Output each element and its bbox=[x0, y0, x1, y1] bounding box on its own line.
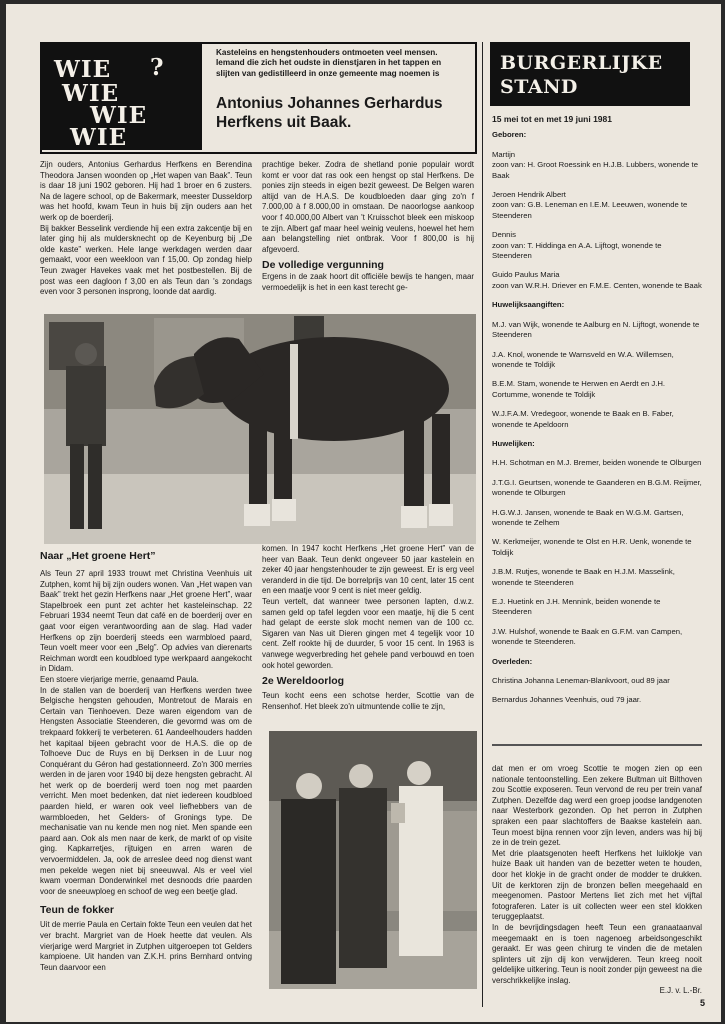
article-column-2-top bbox=[262, 160, 474, 294]
horse-photo-image bbox=[44, 314, 476, 544]
logo-word: WIE bbox=[70, 124, 128, 151]
subheading: 2e Wereldoorlog bbox=[262, 675, 345, 688]
register-heading: Huwelijken: bbox=[492, 438, 535, 448]
register-entry: J.T.G.I. Geurtsen, wonende te Gaanderen en B.G.M. Reijmer, wonende te Olburgen bbox=[492, 477, 702, 498]
register-entry: Bernardus Johannes Veenhuis, oud 79 jaar. bbox=[492, 695, 642, 705]
register-title-line1: BURGERLIJKE bbox=[500, 52, 663, 74]
article-column-2-bottom bbox=[262, 544, 474, 712]
magazine-page bbox=[6, 4, 721, 1022]
register-list-geboren bbox=[492, 150, 702, 291]
register-list-overleden bbox=[492, 676, 702, 706]
register-period: 15 mei tot en met 19 juni 1981 bbox=[492, 114, 612, 124]
register-title-line2: STAND bbox=[500, 76, 578, 98]
article-column-1-bottom bbox=[40, 550, 252, 973]
logo-word: WIE bbox=[62, 80, 120, 107]
register-entry: W.J.F.A.M. Vredegoor, wonende te Baak en B. Faber, wonende te Apeldoorn bbox=[492, 409, 674, 429]
register-entry: B.E.M. Stam, wonende te Herwen en Aerdt en J.H. Cortumme, wonende te Toldijk bbox=[492, 379, 666, 399]
logo-word: WIE bbox=[90, 102, 148, 129]
article-paragraph: Als Teun 27 april 1933 trouwt met Christina Veenhuis uit Zutphen, komt hij bij zijn ouders wonen. Van „Het wapen van Baak” trekt het gezin Herfkens naar „Het groene Hert”, waar Stapelbroek een punt zet achter het kasteleinschap. 22 Februari 1934 neemt Teun dat café en de boerderij over en gaat voor eigen verantwoording aan de slag. Had vader Herfkens op zijn boerderij steeds een warmbloed paard, Teun voelt meer voor een „Belg”. Op advies van dierenarts Reichman wordt een koudbloed type werkpaard aangekocht in Didam. bbox=[40, 569, 252, 674]
article-paragraph: Bij bakker Besselink verdiende hij een extra zakcentje bij en later ging hij als muldersknecht op de Keyenburg bij „De olde kaste” werken. Hele lange werkdagen werden daar gemaakt, voor een weekloon van f 15,00. Op zondag hielp Teun zwager Havekes vaak met het postbestellen. Bij de post was een dagloon f 3,00 en als Teun dan 's zondags even voor 3 personen insprong, loonde dat aardig. bbox=[40, 223, 252, 297]
subheading: Naar „Het groene Hert” bbox=[40, 550, 156, 562]
article-paragraph: In de bevrijdingsdagen heeft Teun een granaataanval meegemaakt en is toen nagenoeg arbeidsongeschikt geraakt. Er was geen chirurg te vinden die de metalen splinters uit zijn dij kon verwijderen. Teun kreeg nooit geldelijke uitkering. Teun is nooit zonder pijn geweest na die verschrikkelijke inslag. bbox=[492, 922, 702, 985]
register-entry: J.W. Hulshof, wonende te Baak en G.F.M. van Campen, wonende te Steenderen. bbox=[492, 626, 683, 647]
register-entry: H.H. Schotman en M.J. Bremer, beiden wonende te Olburgen bbox=[492, 458, 702, 468]
wie-logo bbox=[40, 42, 202, 150]
article-paragraph: Teun vertelt, dat wanneer twee personen lapten, d.w.z. samen geld op tafel legden voor een maatje, hij die 5 cent had gelapt de eerste slok mocht nemen van de 100 cc. Sigaren van Nas uit Dieren gingen met 4 tegelijk voor 10 cent. Zelf rookte hij de duurder, 5 voor 15 cent. In 1963 is vanwege wegverbreding het gehele pand verbouwd en toen ook hotel geworden. bbox=[262, 596, 474, 670]
article-signature: E.J. v. L.-Br. bbox=[659, 986, 702, 996]
article-paragraph: Ergens in de zaak hoort dit officiële bewijs te hangen, maar vermoedelijk is het in een kast terecht ge- bbox=[262, 272, 474, 292]
group-photo bbox=[269, 731, 477, 989]
register-list-huwelijken bbox=[492, 458, 702, 647]
article-paragraph: komen. In 1947 kocht Herfkens „Het groene Hert” van de heer van Baak. Teun denkt ongeveer 50 jaar kastelein en zeker 40 jaar hengstenhouder te zijn geweest. Er is erg veel veranderd in die tijd. De borrelprijs van 10 cent, later 15 cent en een maatje voor 9 cent is niet meer geldig. bbox=[262, 544, 474, 596]
column-divider bbox=[482, 42, 483, 1007]
article-paragraph: dat men er om vroeg Scottie te mogen zien op een nationale tentoonstelling. Een zekere Bultman uit Bilthoven zou Scottie exposeren. Teun vervond de reu per trein vanaf Zutphen. Dezelfde dag werd een groep joodse landgenoten naar Westerbork gezonden. Op het perron in Zutphen spraken een paar slachtoffers de Baakse kastelein aan. Teun moest bijna rennen voor zijn leven, anders was hij bij ze in de trein gezet. bbox=[492, 764, 702, 848]
article-headline: Antonius Johannes Gerhardus Herfkens uit Baak. bbox=[216, 95, 443, 131]
register-entry: M.J. van Wijk, wonende te Aalburg en N. Lijftogt, wonende te Steenderen bbox=[492, 319, 700, 340]
logo-word: WIE bbox=[54, 56, 112, 83]
register-list-aangiften bbox=[492, 320, 702, 430]
horse-photo bbox=[44, 314, 476, 544]
register-entry: Jeroen Hendrik Albert zoon van: G.B. Leneman en I.E.M. Leeuwen, wonende te Steenderen bbox=[492, 190, 688, 220]
register-entry: E.J. Huetink en J.H. Mennink, beiden wonende te Steenderen bbox=[492, 597, 661, 617]
article-paragraph: prachtige beker. Zodra de shetland ponie populair wordt komt er voor dat ras ook een hengst op stal Herfkens. De ponies zijn steeds in eigen bezit geweest. De Belgen waren altijd van de H.A.S. De koudbloeden daar ging zo'n f 7.000,00 à f 8.000,00 in omstaan. De naoorlogse aankoop voor f 40.000,00 Albert van 't Kruisschot bleek een miskoop te zijn. Albert gaf maar heel weinig veulens, hoewel het hem aan belangstelling niet ontbrak. Voor f 800,00 is hij afgevoerd. bbox=[262, 160, 474, 254]
register-entry: J.B.M. Rutjes, wonende te Baak en H.J.M. Masselink, wonende te Steenderen bbox=[492, 567, 675, 587]
register-column bbox=[492, 114, 702, 715]
register-entry: Christina Johanna Leneman-Blankvoort, oud 89 jaar bbox=[492, 676, 670, 686]
register-entry: Dennis zoon van: T. Hiddinga en A.A. Lijftogt, wonende te Steenderen bbox=[492, 230, 662, 261]
page-number: 5 bbox=[699, 998, 705, 1008]
section-rule bbox=[492, 744, 702, 746]
header-intro: Kasteleins en hengstenhouders ontmoeten veel mensen. Iemand die zich het oudste in dienstjaren in het tappen en slijten van gedistilleerd in onze gemeente mag noemen is bbox=[216, 48, 442, 78]
question-mark-icon: ? bbox=[150, 54, 165, 81]
article-paragraph: Met drie plaatsgenoten heeft Herfkens het luiklokje van huize Baak uit handen van de bezetter weten te houden, door het klokje in de gracht onder de modder te drukken. Uit de kerktoren zijn de bronzen bellen meegehaald en meegenomen. Pastoor Mertens liet zich met het vijftal fotograferen. Later is uit collecten weer een stel klokken teruggeplaatst. bbox=[492, 848, 702, 922]
register-entry: J.A. Knol, wonende te Warnsveld en W.A. Willemsen, wonende te Toldijk bbox=[492, 349, 674, 369]
subheading: De volledige vergunning bbox=[262, 259, 384, 272]
register-entry: Guido Paulus Maria zoon van W.R.H. Driever en F.M.E. Centen, wonende te Baak bbox=[492, 270, 702, 290]
subheading: Teun de fokker bbox=[40, 904, 114, 917]
register-title-box bbox=[490, 42, 690, 106]
article-paragraph: Uit de merrie Paula en Certain fokte Teun een veulen dat het ver bracht. Margriet van de Hoek heette dat veulen. Als vierjarige werd Margriet in Zutphen uitgeroepen tot Gelders kampioene. Uit handen van Z.K.H. prins Bernhard ontving Teun daarvoor een bbox=[40, 920, 252, 972]
register-entry: Martijn zoon van: H. Groot Roessink en H.J.B. Lubbers, wonende te Baak bbox=[492, 149, 698, 180]
register-heading: Geboren: bbox=[492, 130, 527, 140]
group-photo-image bbox=[269, 731, 477, 989]
register-entry: W. Kerkmeijer, wonende te Olst en H.R. Uenk, wonende te Toldijk bbox=[492, 537, 692, 557]
article-paragraph: Een stoere vierjarige merrie, genaamd Paula. bbox=[40, 674, 199, 684]
article-paragraph: Teun kocht eens een schotse herder, Scottie van de Rensenhof. Het bleek zo'n uitmuntende collie te zijn, bbox=[262, 691, 474, 711]
article-column-3 bbox=[492, 764, 702, 997]
register-heading: Overleden: bbox=[492, 656, 533, 666]
article-column-1-top bbox=[40, 160, 252, 298]
article-paragraph: Zijn ouders, Antonius Gerhardus Herfkens en Berendina Theodora Jansen woonden op „Het wapen van Baak”. Teun is daar 18 juni 1902 geboren. Hij had 1 broer en 6 zusters. Na de lagere school, op de Bakermark, meester Dusseldorp was het hoofd, kwam Teun in huis bij zijn ouders aan het werk op de boerderij. bbox=[40, 160, 252, 222]
register-entry: H.G.W.J. Jansen, wonende te Baak en W.G.M. Gartsen, wonende te Zelhem bbox=[492, 507, 684, 527]
article-paragraph: In de stallen van de boerderij van Herfkens werden twee Belgische hengsten gehouden, Montretout de Marais en Certain van Tienhoeven. Deze waren eigendom van de Hengsten Associatie Steenderen, die gevormd was om de trekpaard fokkerij te verbeteren. 61 Aandeelhouders hadden het kapitaal bijeen gebracht voor de H.A.S. die op de Tolhoeve Duc de Ruys en bij Derksen in de Luur nog Conquérant du Géron had gestationneerd. Zo'n 300 merries werden in de jaren voor 1940 bij deze hengsten gebracht. Al het werk op de boerderij werd toen nog met paarden verricht. Men moet bedenken, dat niet iedereen koudbloed paarden hield, er waren ook veel liefhebbers van de warmbloeden, het Gelders- of Gronings type. De mechanisatie van nu kende men nog niet. Men spande een paard aan. Ook als men naar de kerk, de markt of op visite ging. Kapkarretjes, rijtuigen en arren waren de vervoermiddelen. Ja, ook de arreslee deed nog dienst want men pekelde wegen niet bij sneeuwval. Als er veel viel kwam voerman Donderwinkel met desnoods drie paarden voor de sneeuwploeg en schoof de weg een beetje glad. bbox=[40, 685, 252, 896]
register-heading: Huwelijksaangiften: bbox=[492, 300, 565, 310]
